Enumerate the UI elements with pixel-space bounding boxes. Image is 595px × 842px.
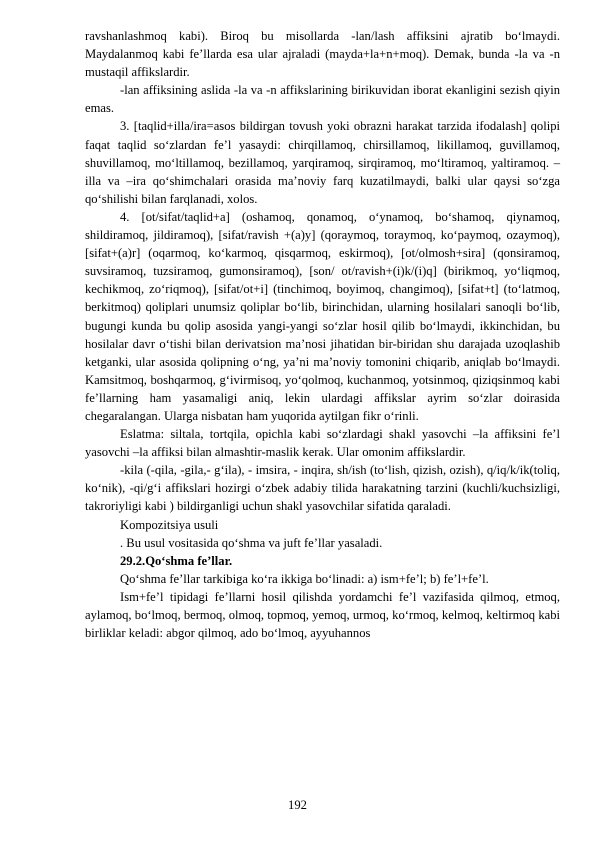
paragraph-lan-affix: -lan affiksining aslida -la va -n affikslarining birikuvidan iborat ekanligini sezish qiyin emas.	[85, 83, 560, 116]
paragraph-composition-description: . Bu usul vositasida qo‘shma va juft fe’llar yasaladi.	[120, 535, 383, 550]
paragraph-composition-method: Kompozitsiya usuli	[120, 517, 219, 532]
paragraph-point-3: 3. [taqlid+illa/ira=asos bildirgan tovush yoki obrazni harakat tarzida ifodalash] qolipi faqat taqlid so‘zlardan fe’l yasaydi: chirqillamoq, chirsillamoq, likillamoq, guvillamoq, shuvillamoq, mo‘ltillamoq, bezillamoq, yarqiramoq, sirqiramoq, mo‘ltiramoq, yaltiramoq. –illa va –ira qo‘shimchalari orasida ma’noviy farq kuzatilmaydi, balki ular qaysi so‘zga qo‘shilishi bilan farqlanadi, xolos.	[85, 119, 560, 206]
document-page	[85, 27, 560, 642]
paragraph-note: Eslatma: siltala, tortqila, opichla kabi so‘zlardagi shakl yasovchi –la affiksini fe’l yasovchi –la affiksi bilan almashtir-maslik kerak. Ular omonim affikslardir.	[85, 427, 560, 460]
paragraph-continuation: ravshanlashmoq kabi). Biroq bu misollarda -lan/lash affiksini ajratib bo‘lmaydi. Maydalanmoq kabi fe’llarda esa ular ajraladi (mayda+la+n+moq). Demak, bunda -la va -n mustaqil affikslardir.	[85, 29, 560, 80]
section-heading: 29.2.Qo‘shma fe’llar.	[120, 553, 233, 568]
paragraph-point-4: 4. [ot/sifat/taqlid+a] (oshamoq, qonamoq, o‘ynamoq, bo‘shamoq, qiynamoq, shildiramoq, jildiramoq), [sifat/ravish +(a)y] (qoraymoq, toraymoq, ko‘paymoq, ozaymoq), [sifat+(a)r] (oqarmoq, ko‘karmoq, qisqarmoq, eskirmoq), [ot/olmosh+sira] (qonsiramoq, suvsiramoq, tuzsiramoq, gumonsiramoq), [son/ ot/ravish+(i)k/(i)q] (birikmoq, yo‘liqmoq, kechikmoq, zo‘riqmoq), [sifat/ot+i] (tinchimoq, boyimoq, changimoq), [sifat+t] (to‘latmoq, berkitmoq) qoliplari unumsiz qoliplar bo‘lib, birinchidan, ularning hosilalari sanoqli bo‘lib, bugungi kunda bu qolip asosida yangi-yangi so‘zlar hosil qilib bo‘lmaydi, ikkinchidan, bu hosilalar davr o‘tishi bilan derivatsion ma’nosi jihatidan bir-biridan shu darajada uzoqlashib ketganki, ular asosida qolipning o‘ng, ya’ni ma’noviy tomonini chiqarib, aniqlab bo‘lmaydi. Kamsitmoq, boshqarmoq, g‘ivirmisoq, yo‘qolmoq, kuchanmoq, yotsinmoq, qiziqsinmoq kabi fe’llarning ham yasamaligi aniq, lekin ulardagi affikslar ayrim so‘zlar doirasida chegaralangan. Ularga nisbatan ham yuqorida aytilgan fikr o‘rinli.	[85, 209, 560, 423]
paragraph-compound-verbs: Qo‘shma fe’llar tarkibiga ko‘ra ikkiga bo‘linadi: a) ism+fe’l; b) fe’l+fe’l.	[120, 571, 489, 586]
paragraph-noun-verb-type: Ism+fe’l tipidagi fe’llarni hosil qilishda yordamchi fe’l vazifasida qilmoq, etmoq, aylamoq, bo‘lmoq, bermoq, olmoq, topmoq, yemoq, urmoq, ko‘rmoq, kelmoq, keltirmoq kabi birliklar keladi: abgor qilmoq, ado bo‘lmoq, ayyuhannos	[85, 589, 560, 641]
paragraph-form-affixes: -kila (-qila, -gila,- g‘ila), - imsira, - inqira, sh/ish (to‘lish, qizish, ozish), q/iq/k/ik(toliq, ko‘nik), -qi/g‘i affikslari hozirgi o‘zbek adabiy tilida harakatning tarzini (kuchli/kuchsizligi, takroriyligi kabi ) bildirganligi uchun shakl yasovchilar sifatida qaraladi.	[85, 463, 560, 514]
page-number: 192	[288, 798, 307, 812]
